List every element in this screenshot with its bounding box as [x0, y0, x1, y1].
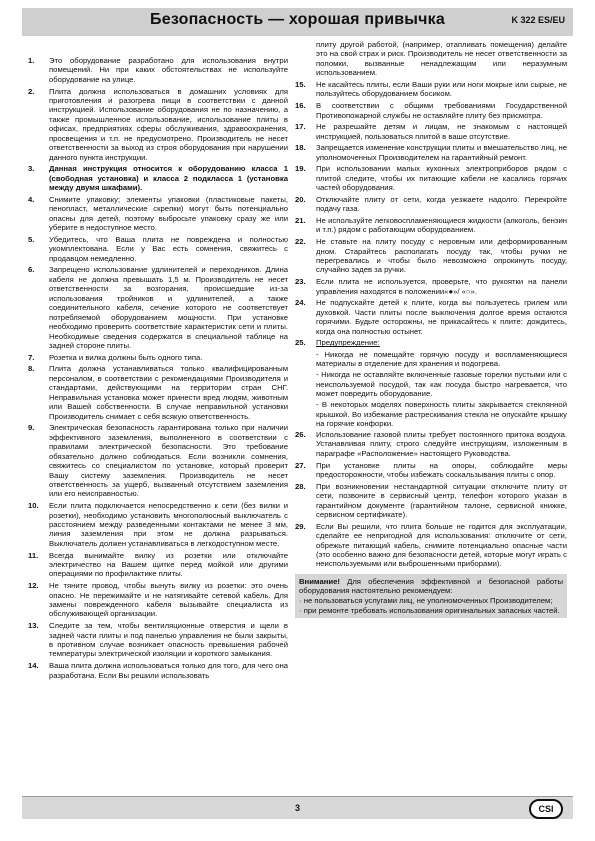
item-number: 8.	[28, 364, 35, 374]
item-number: 28.	[295, 481, 306, 491]
item-number: 17.	[295, 122, 306, 132]
item-text: Отключайте плиту от сети, когда уезжаете надолго. Перекройте подачу газа.	[316, 194, 567, 214]
list-item	[28, 164, 288, 192]
item-number: 24.	[295, 298, 306, 308]
list-item	[295, 195, 567, 214]
list-item	[295, 522, 567, 569]
list-item	[295, 143, 567, 162]
list-item	[28, 581, 288, 619]
item-number: 26.	[295, 429, 306, 439]
item-number: 27.	[295, 460, 306, 470]
list-item	[295, 461, 567, 480]
item-text: Использование газовой плиты требует постоянного притока воздуха. Устанавливая плиту, строго следуйте инструкциям, изложенным в параграфе «Расположение» настоящего Руководства.	[316, 429, 567, 458]
item-text: Ваша плита должна использоваться только для того, для чего она разработана. Если Вы решили использовать	[49, 661, 288, 680]
item-text: Предупреждение:	[316, 338, 380, 348]
item-text: Розетка и вилка должны быть одного типа.	[49, 352, 203, 362]
item-number: 11.	[28, 550, 39, 560]
warning-subitem: - Никогда не оставляйте включенные газовые горелки пустыми или с неиспользуемой посудой, так как посуда быстро нагревается, что может повредить оборудование.	[316, 370, 567, 399]
right-column	[295, 40, 567, 618]
list-item	[295, 237, 567, 275]
item-number: 16.	[295, 101, 306, 111]
attention-bullet: · не пользоваться услугами лиц, не уполномоченных Производителем;	[299, 596, 553, 606]
item-text: Данная инструкция относится к оборудованию класса 1 (свободная установка) и класса 2 подкласса 1 (установка между двумя шкафами).	[49, 164, 288, 193]
item-number: 10.	[28, 501, 39, 511]
item-text: При установке плиты на опоры, соблюдайте меры предосторожности, чтобы избежать соскальзывания плиты с опор.	[316, 460, 567, 479]
item-number: 25.	[295, 338, 306, 348]
item-text: Плита должна устанавливаться только квалифицированным персоналом, в соответствии с рекомендациями Производителя и стандартами, действующими на территории стран СНГ. Неправильная установка может принести вред людям, животным или Вашей собственности. В случае неправильной установки Производитель снимает с себя всякую ответственность.	[49, 364, 288, 421]
list-item	[28, 661, 288, 680]
list-item	[295, 338, 567, 347]
item-text: Плита должна использоваться в домашних условиях для приготовления и разогрева пищи в соответствии с данной инструкцией. Использование оборудования не по назначению, а также промышленное использование, использование плиты в офисах, предприятиях сферы обслуживания, здравоохранения, просвещения и т.п. не предусмотрено. Производитель не несет ответственности за выход из строя оборудования при нарушении данного пункта инструкции.	[49, 86, 288, 162]
list-item	[28, 501, 288, 548]
list-item	[28, 87, 288, 163]
item-text: В соответствии с общими требованиями Государственной Противопожарной службы не оставляйте плиту без присмотра.	[316, 101, 567, 120]
item-number: 4.	[28, 194, 35, 204]
item-number: 19.	[295, 164, 306, 174]
footer-band	[22, 796, 573, 819]
item-number: 15.	[295, 80, 306, 89]
list-item	[295, 277, 567, 296]
list-item	[295, 298, 567, 336]
attention-text: Для обеспечения эффективной и безопасной работы оборудования настоятельно рекомендуем:	[299, 576, 563, 596]
page-number: 3	[294, 803, 300, 813]
item-number: 13.	[28, 621, 39, 631]
list-item	[28, 235, 288, 263]
item-text: Не используйте легковоспламеняющиеся жидкости (алкоголь, бензин и т.п.) рядом с работающим оборудованием.	[316, 216, 567, 235]
list-item	[28, 265, 288, 350]
item-number: 20.	[295, 194, 306, 204]
item-text: Если плита подключается непосредственно к сети (без вилки и розетки), необходимо установить многополюсный выключатель с расстоянием между разведенными контактами не менее 3 мм, линия заземления при этом не должна разрываться. Выключатель должен устанавливаться в легкодоступном месте.	[49, 501, 288, 548]
item-text: Запрещено использование удлинителей и переходников. Длина кабеля не должна превышать 1,5 м. Производитель не несет ответственности за возгорания, происшедшие из-за использования тройников и удлинителей, а также соединительного кабеля, сечение которого не соответствует потребляемой оборудованием мощности. При установке необходимо проверить соответствие характеристик сети и плиты. Необходимые сведения содержатся в специальной таблице на задней стороне плиты.	[49, 265, 288, 351]
item-text: Не тяните провод, чтобы вынуть вилку из розетки: это очень опасно. Не пережимайте и не натягивайте сетевой кабель. Для замены поврежденного кабеля вызывайте специалиста из обслуживающей организации.	[49, 581, 288, 619]
list-item	[28, 364, 288, 421]
list-item	[28, 353, 288, 362]
item-number: 18.	[295, 143, 306, 153]
item-text: Не подпускайте детей к плите, когда вы пользуетесь грилем или духовкой. Части плиты после выключения долгое время остаются горячими. Будьте осторожны, не прикасайтесь к плите: дождитесь, когда она полностью остынет.	[316, 298, 567, 336]
attention-bullet: · при ремонте требовать использования оригинальных запасных частей.	[299, 605, 560, 615]
item-number: 2.	[28, 86, 35, 96]
attention-box	[295, 574, 567, 618]
item-text: Если плита не используется, проверьте, что рукоятки на панели управления находятся в положении«●»/ «○».	[316, 277, 567, 296]
list-item	[295, 122, 567, 141]
list-item	[28, 551, 288, 579]
list-item	[295, 482, 567, 520]
item-text: Всегда вынимайте вилку из розетки или отключайте электричество на Вашем щитке перед мойкой или другими операциями по профилактике плиты.	[49, 550, 288, 579]
item-text: Если Вы решили, что плита больше не годится для эксплуатации, сделайте ее непригодной для использования: отключите от сети, обрежьте питающий кабель, снимите потенциально опасные части (это особенно важно для безопасности детей, которые могут играть с неиспользуемыми или выброшенными приборами).	[316, 521, 567, 569]
item-text: Следите за тем, чтобы вентиляционные отверстия и щели в задней части плиты и под панелью управления не были закрыты, в противном случае возникает опасность превышения рабочей температуры электрической изоляции и короткого замыкания.	[49, 621, 288, 659]
list-item	[28, 423, 288, 499]
list-item	[28, 56, 288, 84]
item-text: Это оборудование разработано для использования внутри помещений. Ни при каких обстоятельствах не используйте оборудование на улице.	[49, 56, 288, 84]
item-text: Электрическая безопасность гарантирована только при наличии эффективного заземления, выполненного в соответствии с правилами электрической безопасности. Это требование обязательно должно соблюдаться. Если возникли сомнения, свяжитесь со специалистом по установке, который проверит Вашу систему заземления. Производитель не несет ответственность за ущерб, вызванный отсутствием заземления или его неисправностью.	[49, 423, 288, 499]
item-text: Запрещается изменение конструкции плиты и вмешательство лиц, не уполномоченных Производителем на гарантийный ремонт.	[316, 143, 567, 162]
item-number: 9.	[28, 423, 35, 433]
header-band	[22, 8, 573, 36]
item-number: 21.	[295, 216, 306, 226]
list-item	[295, 216, 567, 235]
item-number: 5.	[28, 234, 35, 244]
item-text: Снимите упаковку; элементы упаковки (пластиковые пакеты, пенопласт, металлические скрепки) могут быть потенциально опасны для детей, поэтому выбросьте упаковку сразу же или уберите в недоступное место.	[49, 194, 288, 233]
list-item	[28, 621, 288, 659]
item-number: 22.	[295, 237, 306, 247]
item-number: 7.	[28, 352, 35, 362]
item-number: 12.	[28, 581, 39, 591]
warning-subitem: - В некоторых моделях поверхность плиты закрывается стеклянной крышкой. Во избежание растрескивания стекла не опускайте крышку на горячие конфорки.	[316, 400, 567, 429]
csi-logo: CSI	[529, 799, 563, 819]
item-text: Не разрешайте детям и лицам, не знакомым с настоящей инструкцией, пользоваться плитой в ваше отсутствие.	[316, 122, 567, 141]
list-item	[295, 164, 567, 192]
list-item	[295, 80, 567, 99]
item-number: 3.	[28, 164, 35, 174]
item-number: 14.	[28, 661, 39, 671]
left-column	[28, 56, 288, 682]
list-item	[295, 101, 567, 120]
list-item	[295, 430, 567, 458]
warning-subitem: - Никогда не помещайте горячую посуду и воспламеняющиеся материалы в отделение для хранения и подогрева.	[316, 349, 567, 369]
item-text: При использовании малых кухонных электроприборов рядом с плитой следите, чтобы их питающие кабели не касались горячих частей оборудования.	[316, 164, 567, 193]
model-code: K 322 ES/EU	[511, 15, 565, 25]
page-title: Безопасность — хорошая привычка	[150, 11, 445, 28]
attention-label: Внимание!	[299, 576, 340, 586]
continued-item-14: плиту другой работой, (например, отапливать помещения) делайте это на свой страх и риск. Производитель не несет ответственности за поломки, вызванные ненадлежащим или неразумным использованием.	[316, 40, 567, 78]
item-text: Не касайтесь плиты, если Ваши руки или ноги мокрые или сырые, не пользуйтесь оборудованием босиком.	[316, 80, 567, 99]
item-text: Убедитесь, что Ваша плита не повреждена и полностью укомплектована. Если у Вас есть сомнения, свяжитесь с продавцом немедленно.	[49, 234, 288, 263]
item-text: При возникновении нестандартной ситуации отключите плиту от сети, позвоните в сервисный центр, телефон которого указан в гарантийном документе (гарантийном талоне, сервисной книжке, сервисном сертификате).	[316, 481, 567, 519]
item-text: Не ставьте на плиту посуду с неровным или деформированным дном. Старайтесь располагать посуду так, чтобы ручки не перегревались и чтобы было невозможно опрокинуть посуду, случайно задев за ручки.	[316, 237, 567, 275]
item-number: 1.	[28, 56, 35, 65]
list-item	[28, 195, 288, 233]
item-number: 23.	[295, 277, 306, 287]
item-number: 29.	[295, 521, 306, 531]
item-number: 6.	[28, 265, 35, 275]
